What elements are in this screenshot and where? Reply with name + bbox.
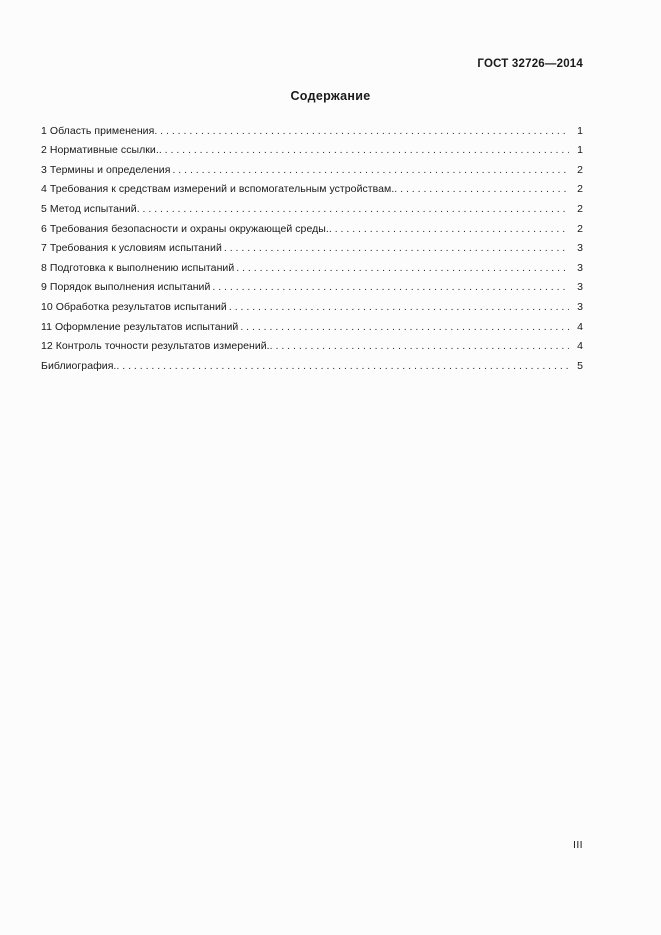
- toc-entry[interactable]: [41, 157, 583, 177]
- toc-entry[interactable]: [41, 314, 583, 334]
- toc-entry-label: 10 Обработка результатов испытаний: [41, 300, 227, 313]
- toc-entry-label: 6 Требования безопасности и охраны окружающей среды.: [41, 222, 329, 235]
- toc-dot-leader: [329, 223, 569, 236]
- toc-entry-page-number: 3: [577, 281, 583, 294]
- table-of-contents: [41, 118, 583, 373]
- toc-dot-leader: [137, 203, 569, 216]
- toc-entry-label: 5 Метод испытаний: [41, 202, 137, 215]
- toc-entry-page-number: 4: [577, 320, 583, 333]
- toc-entry-page-number: 5: [577, 359, 583, 372]
- toc-entry-page-number: 2: [577, 222, 583, 235]
- toc-dot-leader: [116, 360, 569, 373]
- toc-dot-leader: [240, 321, 569, 334]
- page-folio: III: [573, 839, 583, 851]
- toc-entry-label: 9 Порядок выполнения испытаний: [41, 281, 211, 294]
- toc-entry-label: 8 Подготовка к выполнению испытаний: [41, 261, 235, 274]
- toc-dot-leader: [154, 125, 569, 138]
- toc-entry[interactable]: [41, 236, 583, 256]
- toc-dot-leader: [236, 262, 569, 275]
- toc-entry-page-number: 3: [577, 242, 583, 255]
- toc-entry-page-number: 2: [577, 183, 583, 196]
- toc-entry-label: 4 Требования к средствам измерений и вспомогательным устройствам.: [41, 183, 395, 196]
- toc-entry-label: 12 Контроль точности результатов измерений.: [41, 340, 270, 353]
- toc-entry[interactable]: [41, 353, 583, 373]
- toc-entry-page-number: 2: [577, 163, 583, 176]
- toc-entry-page-number: 3: [577, 261, 583, 274]
- toc-entry-page-number: 4: [577, 340, 583, 353]
- toc-entry[interactable]: [41, 275, 583, 295]
- toc-dot-leader: [159, 144, 569, 157]
- toc-entry-page-number: 2: [577, 202, 583, 215]
- standard-number-header: ГОСТ 32726—2014: [477, 58, 583, 70]
- toc-dot-leader: [212, 281, 569, 294]
- toc-dot-leader: [229, 301, 569, 314]
- toc-entry[interactable]: [41, 118, 583, 138]
- toc-dot-leader: [172, 164, 569, 177]
- toc-entry-label: 7 Требования к условиям испытаний: [41, 242, 222, 255]
- page-title: Содержание: [290, 89, 371, 103]
- toc-entry[interactable]: [41, 255, 583, 275]
- toc-entry-page-number: 3: [577, 300, 583, 313]
- toc-entry-label: 1 Область применения: [41, 124, 155, 137]
- toc-entry-page-number: 1: [577, 124, 583, 137]
- toc-entry[interactable]: [41, 196, 583, 216]
- toc-entry-label: Библиография.: [41, 359, 117, 372]
- toc-entry[interactable]: [41, 294, 583, 314]
- toc-dot-leader: [270, 340, 569, 353]
- toc-entry-label: 2 Нормативные ссылки.: [41, 144, 159, 157]
- toc-entry[interactable]: [41, 138, 583, 158]
- toc-entry-label: 3 Термины и определения: [41, 163, 171, 176]
- toc-entry[interactable]: [41, 177, 583, 197]
- toc-entry[interactable]: [41, 334, 583, 354]
- toc-entry-page-number: 1: [577, 144, 583, 157]
- toc-dot-leader: [224, 242, 569, 255]
- toc-entry[interactable]: [41, 216, 583, 236]
- toc-entry-label: 11 Оформление результатов испытаний: [41, 320, 239, 333]
- toc-dot-leader: [394, 183, 569, 196]
